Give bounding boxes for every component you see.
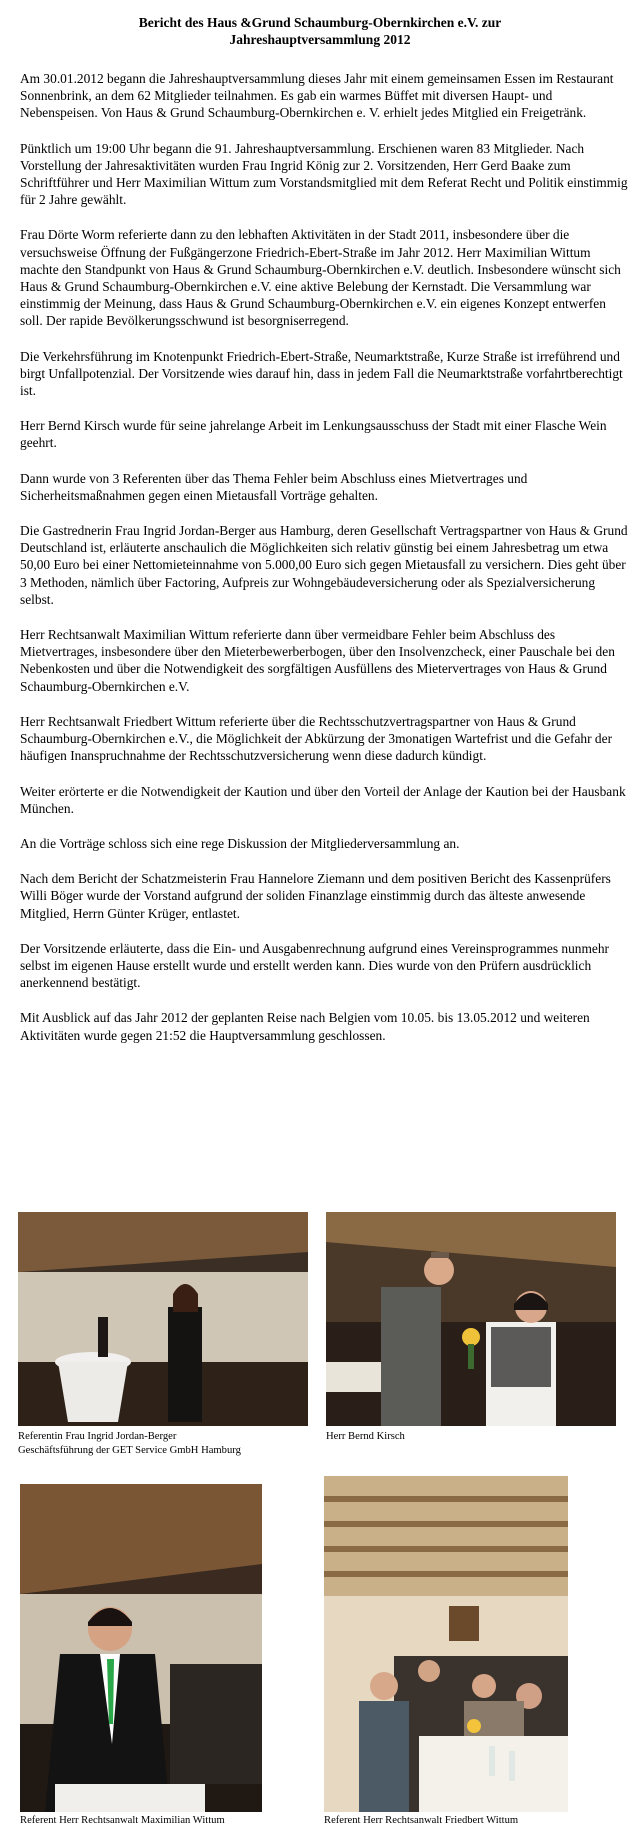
photo-caption: [326, 1430, 616, 1444]
report-title-line2: Jahreshauptversammlung 2012: [229, 32, 411, 47]
caption-line: Referentin Frau Ingrid Jordan-Berger: [18, 1431, 177, 1442]
photo-caption: [324, 1814, 624, 1828]
photo-maximilian-wittum: [20, 1484, 262, 1812]
caption-line: Herr Bernd Kirsch: [326, 1431, 405, 1442]
paragraph: Pünktlich um 19:00 Uhr begann die 91. Jahreshauptversammlung. Erschienen waren 83 Mitglieder. Nach Vorstellung der Jahresaktivitäten wurden Frau Ingrid König zur 2. Vorsitzenden, Herr Gerd Baake zum Schriftführer und Herr Maximilian Wittum zum Vorstandsmitglied mit dem Referat Recht und Politik einstimmig für 2 Jahre gewählt.: [20, 140, 628, 208]
photo-bernd-kirsch: [326, 1212, 616, 1426]
paragraph: Dann wurde von 3 Referenten über das Thema Fehler beim Abschluss eines Mietvertrages und Sicherheitsmaßnahmen gegen einen Mietausfall Vorträge gehalten.: [20, 470, 528, 503]
photo-caption: [20, 1814, 320, 1828]
caption-line: Referent Herr Rechtsanwalt Maximilian Wittum: [20, 1815, 225, 1826]
paragraph: Die Gastrednerin Frau Ingrid Jordan-Berger aus Hamburg, deren Gesellschaft Vertragspartner von Haus & Grund Deutschland ist, erläuterte anschaulich die Möglichkeiten sich relativ günstig bei einem Jahresbetrag um etwa 50,00 Euro bei einer Nettomieteinnahme von 5.000,00 Euro sich gegen Mietausfall zu versichern. Dies geht über 3 Methoden, nämlich über Factoring, Aufpreis zur Wohngebäudeversicherung oder als Spezialversicherung selbst.: [20, 523, 628, 607]
paragraph: Herr Bernd Kirsch wurde für seine jahrelange Arbeit im Lenkungsausschuss der Stadt mit einer Flasche Wein geehrt.: [20, 418, 607, 451]
caption-line: Referent Herr Rechtsanwalt Friedbert Wittum: [324, 1815, 519, 1826]
report-body: [20, 70, 628, 1062]
paragraph: Frau Dörte Worm referierte dann zu den lebhaften Aktivitäten in der Stadt 2011, insbesondere über die versuchsweise Öffnung der Fußgängerzone Friedrich-Ebert-Straße im Jahr 2012. Herr Maximilian Wittum machte den Standpunkt von Haus & Grund Schaumburg-Obernkirchen e.V. deutlich. Insbesondere wünscht sich Haus & Grund Schaumburg-Obernkirchen e.V. eine aktive Belebung der Kernstadt. Die Versammlung war einstimmig der Meinung, dass Haus & Grund Schaumburg-Obernkirchen e.V. ein eigenes Konzept entwerfen soll. Der rapide Bevölkerungsschwund ist besorgniserregend.: [20, 227, 621, 329]
report-title: [20, 14, 620, 48]
paragraph: Mit Ausblick auf das Jahr 2012 der geplanten Reise nach Belgien vom 10.05. bis 13.05.2012 und weiteren Aktivitäten wurde gegen 21:52 die Hauptversammlung geschlossen.: [20, 1010, 590, 1043]
paragraph: Herr Rechtsanwalt Maximilian Wittum referierte dann über vermeidbare Fehler beim Abschluss des Mietvertrages, insbesondere über den Mieterbewerberbogen, über den Insolvenzcheck, einer Pauschale bei den Nebenkosten und über die Notwendigkeit des sorgfältigen Ausfüllens des Mietervertrages von Haus & Grund Schaumburg-Obernkirchen e.V.: [20, 627, 615, 694]
paragraph: Weiter erörterte er die Notwendigkeit der Kaution und über den Vorteil der Anlage der Kaution bei der Hausbank München.: [20, 783, 626, 816]
photo-friedbert-wittum: [324, 1476, 568, 1812]
report-title-line1: Bericht des Haus &Grund Schaumburg-Obernkirchen e.V. zur: [138, 15, 502, 30]
caption-line: Geschäftsführung der GET Service GmbH Hamburg: [18, 1445, 241, 1456]
paragraph: Am 30.01.2012 begann die Jahreshauptversammlung dieses Jahr mit einem gemeinsamen Essen im Restaurant Sonnenbrink, an dem 62 Mitglieder teilnahmen. Es gab ein warmes Büffet mit diversen Haupt- und Nebenspeisen. Von Haus & Grund Schaumburg-Obernkirchen e. V. erhielt jedes Mitglied ein Freigetränk.: [20, 71, 614, 121]
paragraph: Herr Rechtsanwalt Friedbert Wittum referierte über die Rechtsschutzvertragspartner von Haus & Grund Schaumburg-Obernkirchen e.V., die Möglichkeit der Abkürzung der 3monatigen Wartefrist und die Gefahr der häufigen Inanspruchnahme der Rechtsschutzversicherung wenn diese dadurch kündigt.: [20, 713, 613, 764]
paragraph: Die Verkehrsführung im Knotenpunkt Friedrich-Ebert-Straße, Neumarktstraße, Kurze Straße ist irreführend und birgt Unfallpotenzial. Der Vorsitzende wies darauf hin, dass in jedem Fall die Neumarktstraße vorfahrtberechtigt ist.: [20, 348, 623, 399]
paragraph: An die Vorträge schloss sich eine rege Diskussion der Mitgliederversammlung an.: [20, 835, 460, 851]
photo-speaker-jordan-berger: [18, 1212, 308, 1426]
paragraph: Der Vorsitzende erläuterte, dass die Ein- und Ausgabenrechnung aufgrund eines Vereinsprogrammes nunmehr selbst im eigenen Hause erstellt wurde und erstellt werden kann. Dies wurde von den Prüfern ausdrücklich anerkennend bestätigt.: [20, 940, 610, 991]
paragraph: Nach dem Bericht der Schatzmeisterin Frau Hannelore Ziemann und dem positiven Bericht des Kassenprüfers Willi Böger wurde der Vorstand aufgrund der soliden Finanzlage einstimmig durch das älteste anwesende Mitglied, Herrn Günter Krüger, entlastet.: [20, 871, 611, 921]
photo-caption: [18, 1430, 318, 1458]
